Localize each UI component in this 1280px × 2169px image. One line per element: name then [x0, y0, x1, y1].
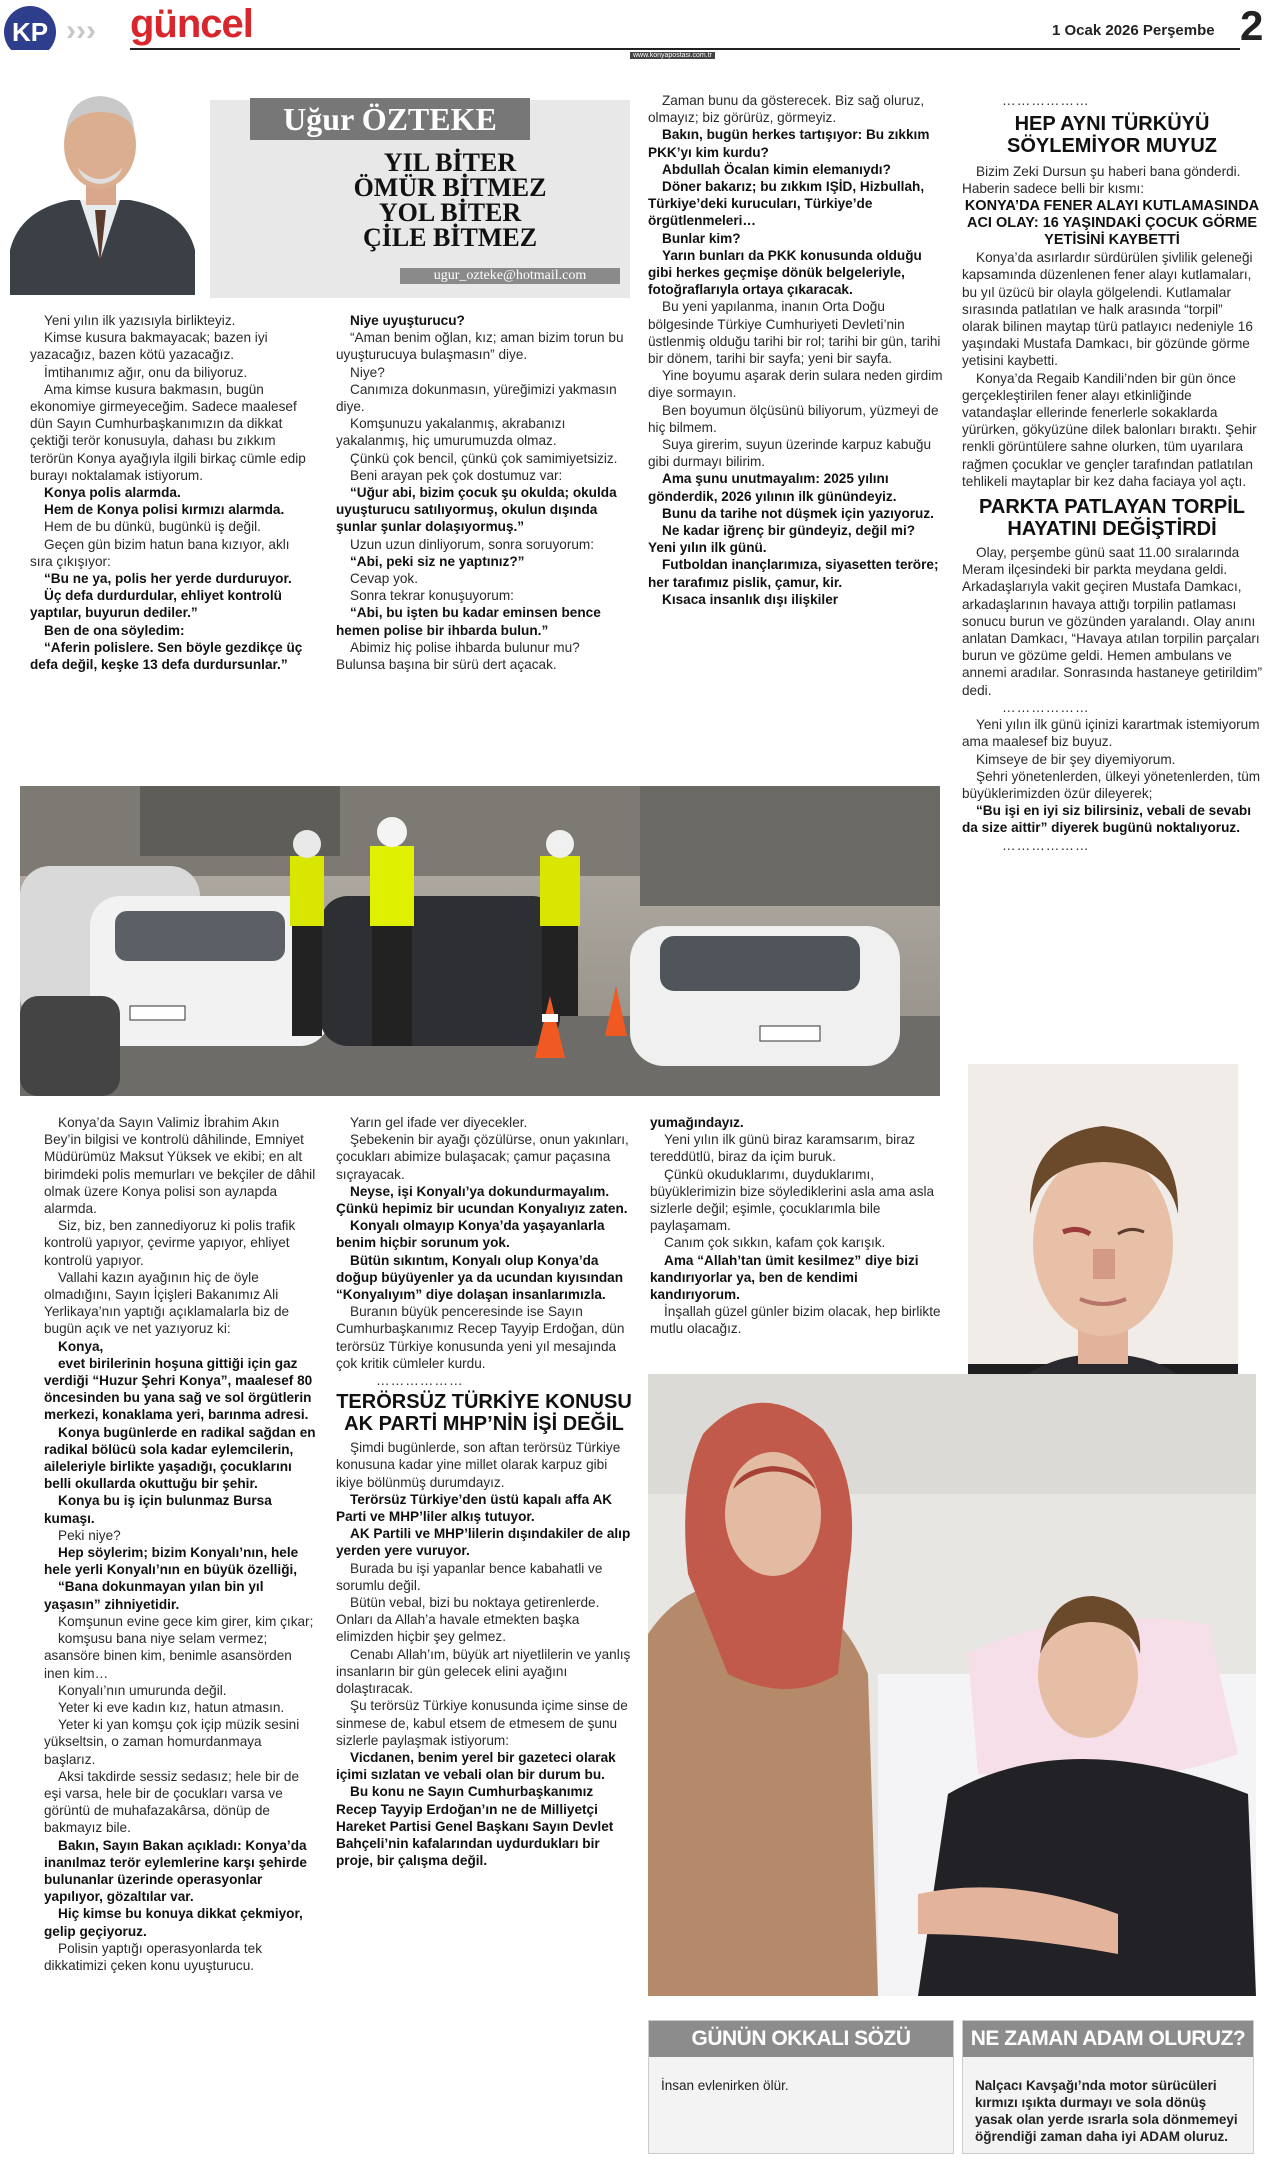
paragraph: Komşunun evine gece kim girer, kim çıkar; [58, 1613, 314, 1629]
paragraph: Ne kadar iğrenç bir gündeyiz, değil mi? Yeni yılın ilk günü. [648, 523, 916, 556]
paragraph: Ama şunu unutmayalım: 2025 yılını gönderdik, 2026 yılının ilk günündeyiz. [648, 471, 897, 504]
column-title [300, 150, 600, 250]
paragraph: Ama kimse kusura bakmasın, bugün ekonomiye girmeyeceğim. Sadece maalesef dün Sayın Cumhurbaşkanımızın da dikkat çektiği terör konusuyla, dahası bu zıkkım terörün Konya ayağıyla ilgili birkaç cümle edip burayı noktalamak istiyorum. [30, 381, 306, 483]
article-column-4 [44, 1114, 316, 1974]
title-line: YOL BİTER [378, 198, 522, 227]
paragraph: Üç defa durdurdular, ehliyet kontrolü yaptılar, buyurun dediler.” [30, 588, 282, 621]
section-headline: TERÖRSÜZ TÜRKİYE KONUSU AK PARTİ MHP’NİN İŞİ DEĞİL [336, 1391, 632, 1436]
paragraph: Zaman bunu da gösterecek. Biz sağ oluruz, olmayız; biz görürüz, görmeyiz. [648, 93, 925, 126]
paragraph: Çünkü çok bencil, çünkü çok samimiyetsiziz. [350, 450, 618, 466]
paragraph: Konya polis alarmda. [44, 485, 181, 501]
news-paragraph: Konya’da Regaib Kandili’nden bir gün önce gerçekleştirilen fener alayı etkinliğinde vatandaşlar ellerinde fenerlerle sokaklarda yürürken, gökyüzüne dilek balonları bıraktı. Şehir renkli görüntülere sahne olurken, tüm uyarılara rağmen çocuklar ve gençler tarafından patlatılan tehlikeli maytaplar bir kez daha faciaya yol açtı. [962, 370, 1257, 489]
article-column-3 [648, 92, 944, 608]
paragraph: Suya girerim, suyun üzerinde karpuz kabuğu gibi durmayı bilirim. [648, 437, 932, 470]
paragraph: Yeter ki yan komşu çok içip müzik sesini yükseltsin, o zaman homurdanmaya başlarız. [44, 1717, 300, 1767]
paragraph: Bakın, Sayın Bakan açıkladı: Konya’da inanılmaz terör eylemlerine karşı şehirde bulunanlar üzerinde operasyonlar yapılıyor, gözaltılar var. [44, 1837, 307, 1905]
title-line: ÇİLE BİTMEZ [362, 223, 538, 252]
paragraph: Vicdanen, benim yerel bir gazeteci olarak içimi sızlatan ve vebali olan bir durum bu. [336, 1749, 616, 1783]
paragraph: Bütün vebal, bizi bu noktaya getirenlerde. Onları da Allah’a havale etmekten başka elimizden hiçbir şey gelmez. [336, 1595, 600, 1645]
civic-note-box [962, 2020, 1254, 2154]
paragraph: Beni arayan pek çok dostumuz var: [350, 467, 563, 483]
paragraph: Aksi takdirde sessiz sedasız; hele bir de eşi varsa, hele bir de çocukları varsa ve görüntü de muhafazakârsa, dönüp de bakmayız bile. [44, 1768, 300, 1836]
paragraph: Ama “Allah’tan ümit kesilmez” diye bizi kandırıyorlar ya, ben de kendimi kandırıyorum. [650, 1252, 919, 1303]
quote-text: İnsan evlenirken ölür. [661, 2078, 789, 2093]
news-paragraph: “Bu işi en iyi siz bilirsiniz, vebali de sevabı da size aittir” diyerek bugünü noktalıyoruz. [962, 803, 1251, 836]
paragraph: Peki niye? [58, 1527, 121, 1543]
paragraph: Bakın, bugün herkes tartışıyor: Bu zıkkım PKK’yı kim kurdu? [648, 127, 930, 160]
paragraph: “Uğur abi, bizim çocuk şu okulda; okulda uyuşturucu satılıyormuş, okulun dışında şunlar şunlar dolaşıyormuş.” [336, 485, 617, 535]
mother-and-son-hospital-photo [648, 1374, 1256, 1996]
author-portrait [0, 50, 200, 295]
paragraph: Cevap yok. [350, 571, 419, 587]
article-column-6 [650, 1114, 946, 1338]
police-checkpoint-photo [20, 786, 940, 1096]
paragraph: Niye uyuşturucu? [350, 313, 465, 328]
paragraph: Konya, [58, 1338, 104, 1354]
news-paragraph: Bizim Zeki Dursun şu haberi bana gönderdi. Haberin sadece belli bir kısmı: [962, 164, 1241, 197]
paragraph: Kısaca insanlık dışı ilişkiler [662, 591, 839, 607]
paragraph: Komşunuzu yakalanmış, akrabanızı yakalanmış, hiç umurumuzda olmaz. [336, 416, 566, 449]
news-paragraph: Yeni yılın ilk günü içinizi karartmak istemiyorum ama maalesef biz buyuz. [962, 717, 1260, 750]
paragraph: Cenabı Allah’ım, büyük art niyetlilerin ve yanlış insanların bir gün gelecek elini ayağını dolaştıracak. [336, 1646, 631, 1697]
paragraph: Canımıza dokunmasın, yüreğimizi yakmasın diye. [336, 381, 617, 415]
paragraph: Vallahi kazın ayağının hiç de öyle olmadığını, Sayın İçişleri Bakanımız Ali Yerlikaya’nın yaptığı açıklamalarla biz de bugün açık ve net yazıyoruz ki: [44, 1269, 290, 1337]
separator-dots: ……………… [1002, 699, 1090, 715]
paragraph: “Aferin polislere. Sen böyle gezdikçe üç defa değil, keşke 13 defa durdursunlar.” [30, 639, 303, 673]
news-headline: PARKTA PATLAYAN TORPİL HAYATINI DEĞİŞTİRDİ [979, 496, 1245, 541]
news-subheadline: KONYA’DA FENER ALAYI KUTLAMASINDA ACI OLAY: 16 YAŞINDAKİ ÇOCUK GÖRME YETİSİNİ KAYBETTİ [964, 197, 1260, 249]
paragraph: Şimdi bugünlerde, son aftan terörsüz Türkiye konusuna kadar yine millet olarak karpuz gibi ikiye bölünmüş durumdayız. [336, 1440, 621, 1490]
civic-text: Nalçacı Kavşağı’nda motor sürücüleri kırmızı ışıkta durmayı ve sola dönüş yasak olan yerde ısrarla sola dönmemeyi öğrendiği zaman daha iyi ADAM oluruz. [975, 2078, 1238, 2144]
paragraph: Döner bakarız; bu zıkkım IŞİD, Hizbullah, Türkiye’deki kurucuları, Türkiye’de örgütlenmeleri… [648, 179, 925, 229]
paragraph: Konyalı’nın umurunda değil. [58, 1682, 227, 1698]
page-number: 2 [1240, 2, 1264, 49]
paragraph: evet birilerinin hoşuna gittiği için gaz verdiği “Huzur Şehri Konya”, maalesef 80 öncesinden bu yana sağ ve sol örgütlerin merkezi, konaklama yeri, barınma adresi. [44, 1355, 313, 1423]
paragraph: AK Partili ve MHP’lilerin dışındakiler de alıp yerden yere vuruyor. [336, 1526, 631, 1559]
paragraph: Bunlar kim? [662, 230, 741, 246]
paragraph: Burada bu işi yapanlar bence kabahatli ve sorumlu değil. [336, 1560, 603, 1593]
quote-of-the-day-box [648, 2020, 954, 2154]
paragraph: Abdullah Öcalan kimin elemanıydı? [662, 161, 891, 177]
paragraph: Şebekenin bir ayağı çözülürse, onun yakınları, çocukları abimize bulaşacak; çamur paçasına sıçrayacak. [336, 1132, 629, 1182]
news-paragraph: Olay, perşembe günü saat 11.00 sıralarında Meram ilçesindeki bir parkta meydana geldi. Arkadaşlarıyla vakit geçiren Mustafa Damkacı, arkadaşlarının havaya attığı torpilin patlaması sonucu burun ve gözünden yaralandı. Olay anını anlatan Damkacı, “Havaya atılan torpilin parçaları burun ve gözüme geldi. Hemen ambulans ve annemi aradılar. Sonrasında hastaneye getirildim” dedi. [962, 545, 1262, 698]
paragraph: Ben boyumun ölçüsünü biliyorum, yüzmeyi de hiç bilmem. [648, 402, 939, 435]
paragraph: Sonra tekrar konuşuyorum: [350, 588, 514, 604]
paragraph: Çünkü okuduklarımı, duyduklarımı, büyüklerimizin bize söylediklerini asla ama asla sizlerle değil; eşimle, çocuklarımla bile paylaşamam. [650, 1166, 935, 1234]
paragraph: Şu terörsüz Türkiye konusunda içime sinse de sinmese de, kabul etsem de etmesem de şunu sizlerle paylaşmak istiyorum: [336, 1698, 628, 1748]
paragraph: Niye? [350, 364, 385, 380]
paragraph: Neyse, işi Konyalı’ya dokundurmayalım. Çünkü hepimiz bir ucundan Konyalıyız zaten. [336, 1183, 628, 1217]
paragraph: Konya bugünlerde en radikal sağdan en radikal bölücü sola kadar eylemcilerin, aileleriyle birlikte yaşadığı, çocuklarını belli okullarda okuttuğu bir şehir. [44, 1424, 316, 1492]
paragraph: “Abi, peki siz ne yaptınız?” [350, 553, 525, 569]
paragraph: Siz, biz, ben zannediyoruz ki polis trafik kontrolü yapıyor, çevirme yapıyor, ehliyet kontrolü yapıyor. [44, 1218, 296, 1268]
site-url: www.konyapostasi.com.tr [630, 52, 715, 59]
newspaper-logo: KP [4, 6, 56, 58]
issue-date: 1 Ocak 2026 Perşembe [1052, 22, 1215, 39]
separator-dots: ……………… [1002, 837, 1090, 853]
civic-box-title: NE ZAMAN ADAM OLURUZ? [963, 2021, 1253, 2057]
paragraph: Bütün sıkıntım, Konyalı olup Konya’da doğup büyüyenler ya da ucundan kıyısından “Konyalıyım” diye dolaşan insanlarımızla. [336, 1252, 624, 1303]
paragraph: Yarın bunları da PKK konusunda olduğu gibi herkes geçmişe dönük belgeleriyle, fotoğraflarıyla ortaya çıkaracak. [648, 247, 922, 298]
title-line: YIL BİTER [383, 148, 517, 177]
paragraph: “Abi, bu işten bu kadar eminsen bence hemen polise bir ihbarda bulun.” [336, 605, 601, 638]
paragraph: Konya bu iş için bulunmaz Bursa kumaşı. [44, 1493, 272, 1526]
paragraph: Hem de Konya polisi kırmızı alarmda. [44, 502, 285, 518]
header-rule [130, 48, 1240, 50]
paragraph: Yeni yılın ilk yazısıyla birlikteyiz. [44, 313, 236, 328]
paragraph: Uzun uzun dinliyorum, sonra soruyorum: [350, 536, 595, 552]
paragraph: “Aman benim oğlan, kız; aman bizim torun bu uyuşturucuya bulaşmasın” diye. [336, 330, 624, 363]
paragraph: Yarın gel ifade ver diyecekler. [350, 1115, 528, 1130]
section-title: güncel [130, 2, 253, 46]
paragraph: İmtihanımız ağır, onu da biliyoruz. [44, 364, 248, 380]
paragraph: Canım çok sıkkın, kafam çok karışık. [664, 1235, 886, 1251]
quote-box-title: GÜNÜN OKKALI SÖZÜ [649, 2021, 953, 2057]
paragraph: yumağındayız. [650, 1115, 744, 1130]
author-email: ugur_ozteke@hotmail.com [400, 268, 620, 284]
paragraph: “Bu ne ya, polis her yerde durduruyor. [44, 571, 292, 587]
paragraph: Yeni yılın ilk günü biraz karamsarım, biraz tereddütlü, biraz da içim buruk. [650, 1132, 916, 1165]
news-paragraph: Şehri yönetenlerden, ülkeyi yönetenlerden, tüm büyüklerimizden özür dileyerek; [962, 768, 1261, 801]
paragraph: Hem de bu dünkü, bugünkü iş değil. [44, 519, 261, 535]
paragraph: Geçen gün bizim hatun bana kızıyor, aklı sıra çıkışıyor: [30, 536, 290, 569]
paragraph: Polisin yaptığı operasyonlarda tek dikkatimizi çeken konu uyuşturucu. [44, 1940, 263, 1973]
news-headline: HEP AYNI TÜRKÜYÜ SÖYLEMİYOR MUYUZ [1006, 113, 1217, 158]
paragraph: Bu yeni yapılanma, inanın Orta Doğu bölgesinde Türkiye Cumhuriyeti Devleti’nin üstlenmiş olduğu tarihi bir rol; tarihi bir gün, tarihi bir dönem, tarihi bir sayfa; yeni bir sayfa. [648, 299, 941, 367]
paragraph: komşusu bana niye selam vermez; asansöre binen kim, benimle asansörden inen kim… [44, 1631, 292, 1681]
paragraph: “Bana dokunmayan yılan bin yıl yaşasın” zihniyetidir. [44, 1579, 264, 1612]
paragraph: Ben de ona söyledim: [44, 622, 185, 638]
chevron-right-icon: ››› [66, 14, 96, 47]
paragraph: Hiç kimse bu konuya dikkat çekmiyor, gelip geçiyoruz. [44, 1906, 303, 1939]
article-column-2 [336, 312, 626, 673]
news-paragraph: Konya’da asırlardır sürdürülen şivlilik geleneği kapsamında düzenlenen fener alayı kutlamaları, bu yıl üzücü bir olayla gölgelendi. Kutlamalar sırasında patlatılan ve halk arasında “torpil” olarak bilinen maytap türü patlayıcı nedeniyle 16 yaşındaki Mustafa Damkacı, bir gözünde görme yetisini kaybetti. [962, 250, 1253, 369]
paragraph: Futboldan inançlarımıza, siyasetten teröre; her tarafımız pislik, çamur, kir. [648, 557, 939, 590]
news-column [962, 92, 1262, 854]
paragraph: Konyalı olmayıp Konya’da yaşayanlarla benim hiçbir sorunum yok. [336, 1218, 605, 1251]
paragraph: Abimiz hiç polise ihbarda bulunur mu? Bulunsa başına bir sürü dert açacak. [336, 639, 580, 673]
paragraph: Buranın büyük penceresinde ise Sayın Cumhurbaşkanımız Recep Tayyip Erdoğan, dün terörsüz Türkiye konusunda yeni yıl mesajında çok kritik cümleler kurdu. [336, 1304, 625, 1371]
separator-dots: ……………… [1002, 93, 1090, 108]
paragraph: İnşallah güzel günler bizim olacak, hep birlikte mutlu olacağız. [650, 1304, 941, 1337]
paragraph: Konya’da Sayın Valimiz İbrahim Akın Bey’in bilgisi ve kontrolü dâhilinde, Emniyet Müdürümüz Maksut Yüksek ve ekibi; en alt birimdeki polis memurları ve bekçiler de dâhil olmak üzere Konya polisi son ayларda alarmda. [44, 1115, 316, 1217]
paragraph: Bunu da tarihe not düşmek için yazıyoruz. [662, 505, 934, 521]
article-column-5 [336, 1114, 632, 1869]
title-line: ÖMÜR BİTMEZ [353, 173, 547, 202]
article-column-1 [30, 312, 316, 673]
paragraph: Hep söylerim; bizim Konyalı’nın, hele hele yerli Konyalı’nın en büyük özelliği, [44, 1545, 299, 1578]
author-name: Uğur ÖZTEKE [250, 98, 530, 140]
paragraph: Yeter ki eve kadın kız, hatun atmasın. [58, 1699, 285, 1715]
paragraph: Bu konu ne Sayın Cumhurbaşkanımız Recep Tayyip Erdoğan’ın ne de Milliyetçi Hareket Partisi Genel Başkanı Sayın Devlet Bahçeli’nin kafalarından uydurdukları bir proje, bir çalışma değil. [336, 1784, 614, 1869]
paragraph: Yine boyumu aşarak derin sulara neden girdim diye sormayın. [648, 368, 943, 401]
news-paragraph: Kimseye de bir şey diyemiyorum. [976, 751, 1176, 767]
paragraph: Kimse kusura bakmayacak; bazen iyi yazacağız, bazen kötü yazacağız. [30, 330, 268, 363]
paragraph: Terörsüz Türkiye’den üstü kapalı affa AK Parti ve MHP’liler alkış tutuyor. [336, 1491, 613, 1525]
separator-dots: ……………… [376, 1373, 464, 1389]
